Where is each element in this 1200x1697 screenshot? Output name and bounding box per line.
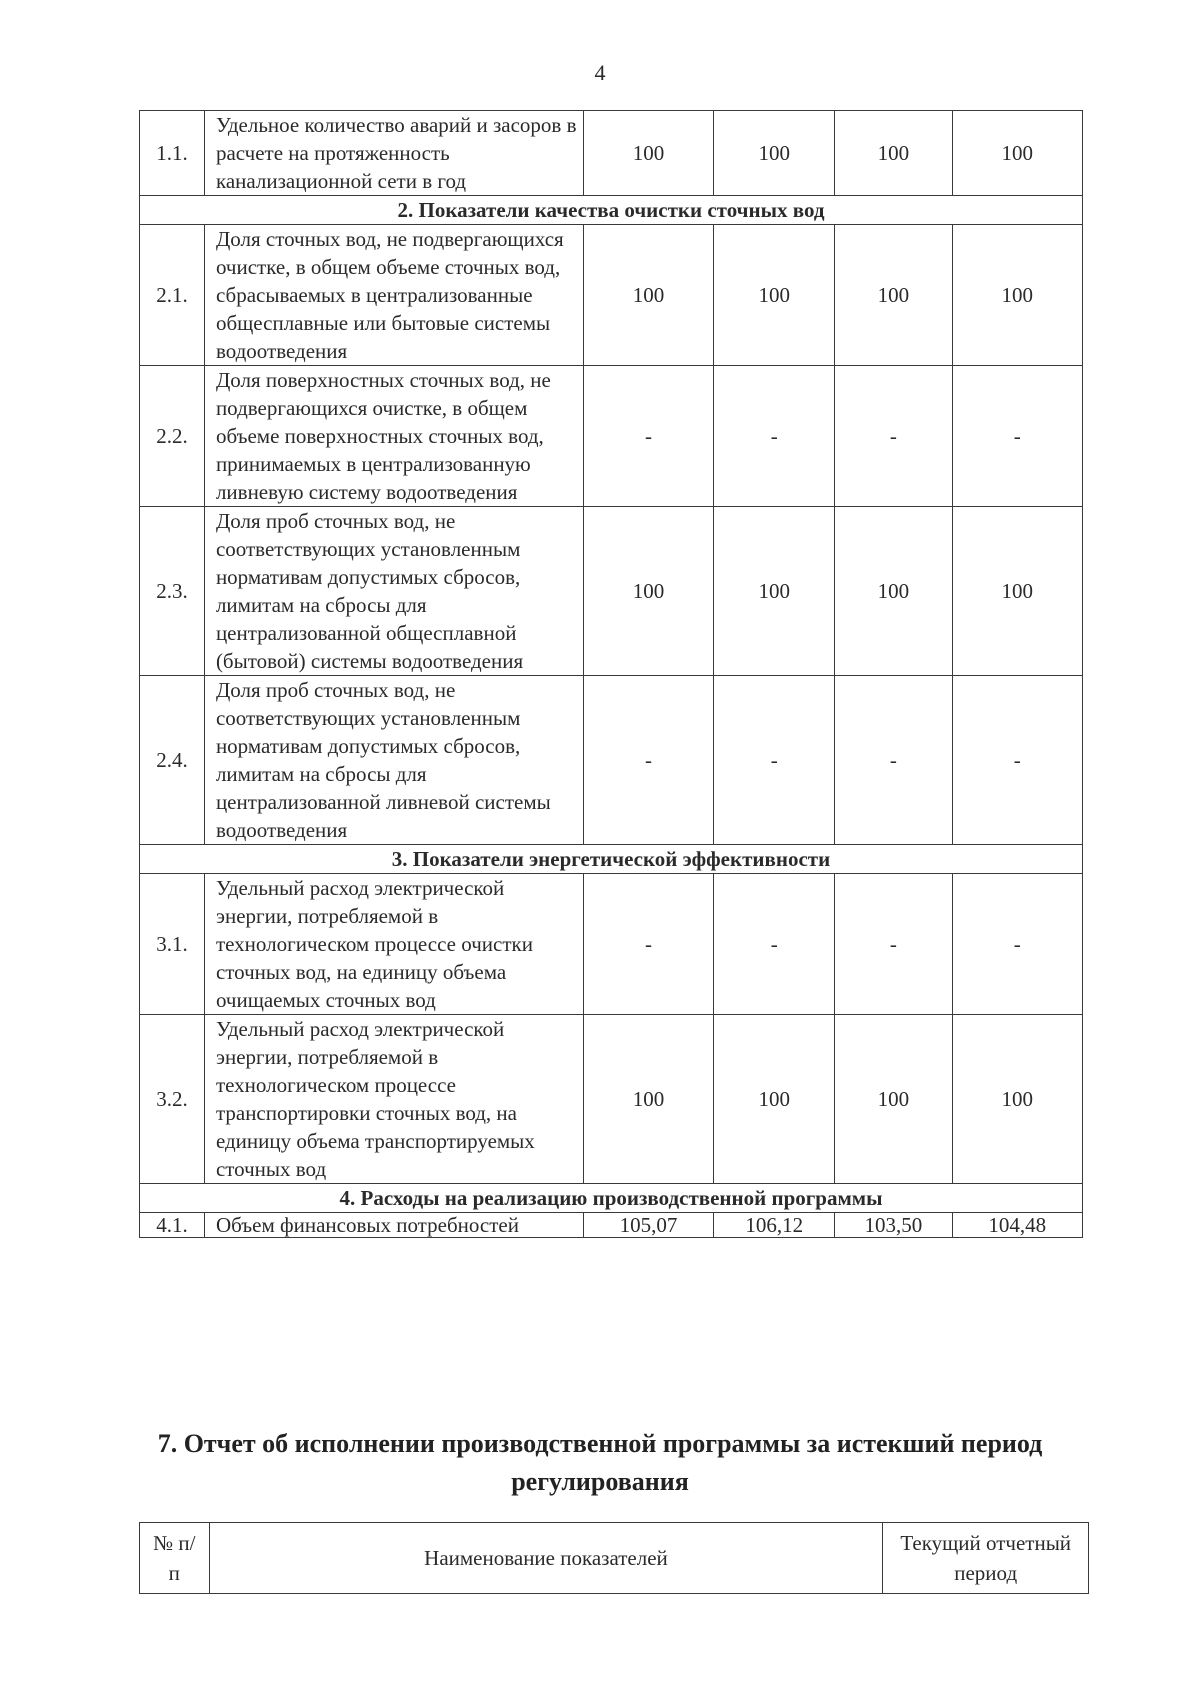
row-number: 3.2. xyxy=(140,1015,205,1184)
value-cell: 100 xyxy=(952,111,1082,196)
row-number: 1.1. xyxy=(140,111,205,196)
indicator-name: Доля проб сточных вод, не соответствующих установленным нормативам допустимых сбросов, лимитам на сбросы для централизованной общесплавной (бытовой) системы водоотведения xyxy=(204,507,583,676)
section-row xyxy=(140,196,1083,225)
table-row xyxy=(140,874,1083,1015)
value-cell: 100 xyxy=(714,225,835,366)
table-row xyxy=(140,366,1083,507)
value-cell: 106,12 xyxy=(714,1213,835,1238)
section-row xyxy=(140,1184,1083,1213)
value-cell: 100 xyxy=(952,507,1082,676)
value-cell: - xyxy=(583,676,713,845)
row-number: 4.1. xyxy=(140,1213,205,1238)
value-cell: - xyxy=(714,366,835,507)
value-cell: - xyxy=(583,874,713,1015)
table-row xyxy=(140,1213,1083,1238)
name-header: Наименование показателей xyxy=(209,1523,883,1594)
value-cell: 100 xyxy=(835,1015,952,1184)
indicator-name: Доля сточных вод, не подвергающихся очистке, в общем объеме сточных вод, сбрасываемых в централизованные общесплавные или бытовые системы водоотведения xyxy=(204,225,583,366)
value-cell: 100 xyxy=(952,225,1082,366)
table-row xyxy=(140,1015,1083,1184)
report-table-header-row xyxy=(140,1523,1089,1594)
indicator-name: Удельный расход электрической энергии, потребляемой в технологическом процессе очистки сточных вод, на единицу объема очищаемых сточных вод xyxy=(204,874,583,1015)
row-number: 2.1. xyxy=(140,225,205,366)
report-table xyxy=(139,1522,1089,1594)
value-cell: - xyxy=(583,366,713,507)
value-cell: - xyxy=(952,366,1082,507)
row-number: 2.3. xyxy=(140,507,205,676)
indicator-name: Доля проб сточных вод, не соответствующих установленным нормативам допустимых сбросов, лимитам на сбросы для централизованной ливневой системы водоотведения xyxy=(204,676,583,845)
table-row xyxy=(140,111,1083,196)
page-number: 4 xyxy=(594,60,606,85)
value-cell: - xyxy=(952,676,1082,845)
section-row xyxy=(140,845,1083,874)
row-number: 2.2. xyxy=(140,366,205,507)
value-cell: 100 xyxy=(835,111,952,196)
value-cell: - xyxy=(714,874,835,1015)
value-cell: - xyxy=(835,366,952,507)
value-cell: 100 xyxy=(835,225,952,366)
value-cell: - xyxy=(714,676,835,845)
value-cell: 100 xyxy=(714,507,835,676)
value-cell: - xyxy=(835,676,952,845)
period-header: Текущий отчетный период xyxy=(883,1523,1089,1594)
value-cell: 100 xyxy=(835,507,952,676)
table-row xyxy=(140,225,1083,366)
indicators-table xyxy=(139,110,1083,1238)
indicator-name: Доля поверхностных сточных вод, не подвергающихся очистке, в общем объеме поверхностных сточных вод, принимаемых в централизованную ливневую систему водоотведения xyxy=(204,366,583,507)
value-cell: 100 xyxy=(714,1015,835,1184)
section-heading: 7. Отчет об исполнении производственной программы за истекший период регулирования xyxy=(157,1429,1043,1496)
indicators-table-body xyxy=(140,111,1083,1238)
value-cell: - xyxy=(952,874,1082,1015)
value-cell: - xyxy=(835,874,952,1015)
value-cell: 105,07 xyxy=(583,1213,713,1238)
section-title: 2. Показатели качества очистки сточных вод xyxy=(140,196,1083,225)
value-cell: 100 xyxy=(583,507,713,676)
table-row xyxy=(140,507,1083,676)
value-cell: 104,48 xyxy=(952,1213,1082,1238)
value-cell: 100 xyxy=(583,1015,713,1184)
value-cell: 100 xyxy=(952,1015,1082,1184)
row-number: 2.4. xyxy=(140,676,205,845)
section-title: 4. Расходы на реализацию производственной программы xyxy=(140,1184,1083,1213)
section-title: 3. Показатели энергетической эффективности xyxy=(140,845,1083,874)
value-cell: 103,50 xyxy=(835,1213,952,1238)
table-row xyxy=(140,676,1083,845)
num-header: № п/п xyxy=(140,1523,210,1594)
value-cell: 100 xyxy=(583,111,713,196)
row-number: 3.1. xyxy=(140,874,205,1015)
indicator-name: Удельный расход электрической энергии, потребляемой в технологическом процессе транспортировки сточных вод, на единицу объема транспортируемых сточных вод xyxy=(204,1015,583,1184)
indicator-name: Удельное количество аварий и засоров в расчете на протяженность канализационной сети в год xyxy=(204,111,583,196)
value-cell: 100 xyxy=(583,225,713,366)
indicator-name: Объем финансовых потребностей xyxy=(204,1213,583,1238)
value-cell: 100 xyxy=(714,111,835,196)
